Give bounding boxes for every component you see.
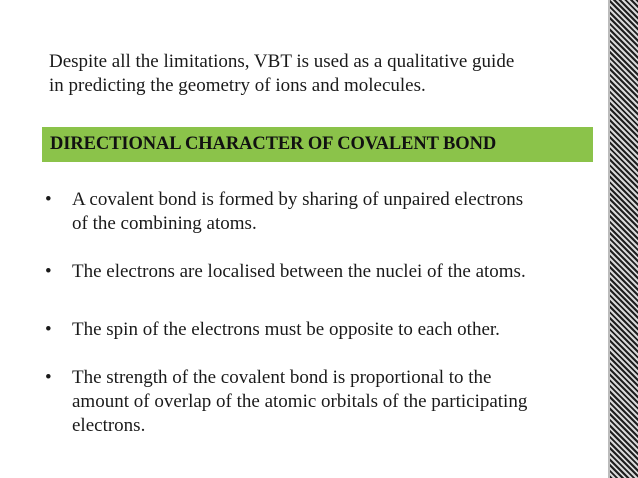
- bullet-text: [72, 366, 592, 438]
- bullet-line: electrons.: [72, 415, 146, 436]
- bullet-line: The strength of the covalent bond is proportional to the: [72, 367, 492, 388]
- intro-line: Despite all the limitations, VBT is used as a qualitative guide: [49, 51, 515, 72]
- bullet-line: The electrons are localised between the nuclei of the atoms.: [72, 261, 526, 282]
- bullet-line: The spin of the electrons must be opposite to each other.: [72, 319, 500, 340]
- bullet-text: [72, 318, 592, 342]
- intro-paragraph: [49, 50, 589, 98]
- section-heading: DIRECTIONAL CHARACTER OF COVALENT BOND: [50, 134, 497, 154]
- bullet-text: [72, 260, 592, 284]
- bullet-dot-icon: •: [45, 261, 52, 282]
- bullet-dot-icon: •: [45, 367, 52, 388]
- bullet-line: amount of overlap of the atomic orbitals of the participating: [72, 391, 528, 412]
- bullet-dot-icon: •: [45, 189, 52, 210]
- decorative-edge-pattern: [610, 0, 638, 478]
- bullet-line: of the combining atoms.: [72, 213, 257, 234]
- bullet-line: A covalent bond is formed by sharing of unpaired electrons: [72, 189, 524, 210]
- bullet-text: [72, 188, 592, 236]
- intro-line: in predicting the geometry of ions and molecules.: [49, 75, 426, 96]
- section-heading-bar: [42, 127, 593, 162]
- bullet-dot-icon: •: [45, 319, 52, 340]
